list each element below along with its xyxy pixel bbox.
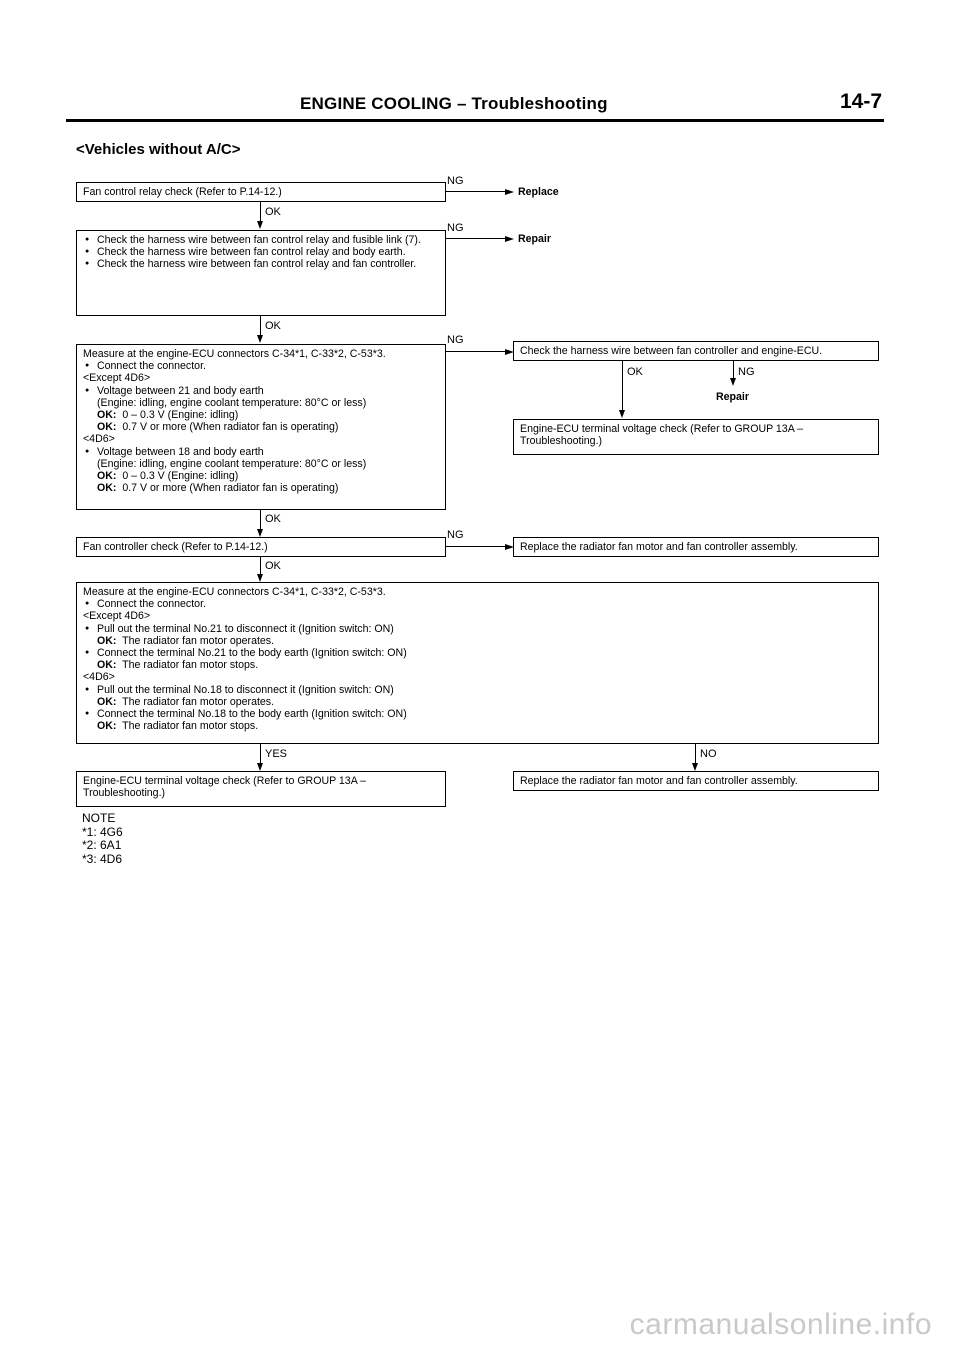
box3-ok2b-text: 0.7 V or more (When radiator fan is operating): [122, 482, 339, 495]
box5-a1ok: [83, 635, 872, 647]
box5-connect: ● Connect the connector.: [83, 598, 872, 610]
box3-ok1a-text: 0 – 0.3 V (Engine: idling): [122, 409, 239, 422]
yes-arrow: [257, 763, 263, 771]
harness-check-box: [76, 230, 446, 316]
watermark: carmanualsonline.info: [629, 1308, 932, 1341]
ok-line-4: [260, 557, 261, 575]
ecu-terminal-check-box-right: [513, 419, 879, 455]
box3-d6: <4D6>: [83, 433, 115, 446]
box3-ok2a: [83, 470, 439, 482]
fan-controller-check-box: [76, 537, 446, 557]
box5-a2ok: [83, 659, 872, 671]
box5-a2ok-text: The radiator fan motor stops.: [122, 659, 259, 672]
box5-a2: ● Connect the terminal No.21 to the body earth (Ignition switch: ON): [83, 647, 872, 659]
ng-line-2: [446, 238, 506, 239]
rbox1-text: Check the harness wire between fan controller and engine-ECU.: [520, 345, 823, 357]
box3-connect: ● Connect the connector.: [83, 360, 439, 372]
ng-label-2: NG: [447, 222, 464, 234]
box3-ok2a-text: 0 – 0.3 V (Engine: idling): [122, 470, 239, 483]
box1-text: Fan control relay check (Refer to P.14-12.): [83, 186, 282, 198]
rbox1-ok-label: OK: [627, 366, 643, 378]
box3-ok1b-text: 0.7 V or more (When radiator fan is operating): [122, 421, 339, 434]
ok-prefix: OK:: [97, 470, 117, 483]
ok-arrow-4: [257, 574, 263, 582]
box3-title: Measure at the engine-ECU connectors C-34*1, C-33*2, C-53*3.: [83, 348, 386, 360]
box3-cond2: (Engine: idling, engine coolant temperature: 80°C or less): [97, 457, 367, 470]
box2-item: ● Check the harness wire between fan control relay and fusible link (7).: [83, 234, 439, 246]
ok-arrow-1: [257, 221, 263, 229]
ng-label-4: NG: [447, 529, 464, 541]
ecu-connector-test-box: [76, 582, 879, 744]
header-rule: [66, 119, 884, 122]
box3-ok1a: [83, 409, 439, 421]
section-title: <Vehicles without A/C>: [76, 141, 241, 158]
ok-line-2: [260, 316, 261, 336]
note-1: *1: 4G6: [82, 824, 123, 839]
rbox1-ng-arrow: [730, 378, 736, 386]
box3-cond1: (Engine: idling, engine coolant temperature: 80°C or less): [97, 396, 367, 409]
rbox1-ng-label: NG: [738, 366, 755, 378]
box5-except: <Except 4D6>: [83, 610, 151, 623]
note-2: *2: 6A1: [82, 838, 122, 852]
box5-a1: ● Pull out the terminal No.21 to disconnect it (Ignition switch: ON): [83, 623, 872, 635]
ok-prefix: OK:: [97, 409, 117, 422]
no-arrow: [692, 763, 698, 771]
ecu-terminal-check-box: [76, 771, 446, 807]
ng-label-3: NG: [447, 334, 464, 346]
box5-b1ok-text: The radiator fan motor operates.: [122, 695, 275, 708]
rbox1-ok-arrow: [619, 410, 625, 418]
fan-control-relay-check-box: [76, 182, 446, 202]
ok-label-2: OK: [265, 320, 281, 332]
page-number: 14-7: [839, 90, 882, 113]
ok-prefix: OK:: [97, 720, 117, 733]
rbox2-text: Engine-ECU terminal voltage check (Refer to GROUP 13A – Troubleshooting.): [520, 423, 804, 448]
box3-v2: ● Voltage between 18 and body earth: [83, 446, 439, 458]
ok-line-3: [260, 510, 261, 530]
box4-text: Fan controller check (Refer to P.14-12.): [83, 541, 268, 553]
ng-arrow-2: [505, 236, 514, 242]
box5-title: Measure at the engine-ECU connectors C-34*1, C-33*2, C-53*3.: [83, 586, 386, 598]
box5-a1ok-text: The radiator fan motor operates.: [122, 634, 275, 647]
rbox3-text: Replace the radiator fan motor and fan controller assembly.: [520, 541, 798, 553]
ok-arrow-3: [257, 529, 263, 537]
box7-text: Replace the radiator fan motor and fan controller assembly.: [520, 775, 798, 787]
result-repair: Repair: [518, 233, 551, 245]
box6-text: Engine-ECU terminal voltage check (Refer to GROUP 13A – Troubleshooting.): [83, 775, 367, 800]
box5-b1: ● Pull out the terminal No.18 to disconnect it (Ignition switch: ON): [83, 684, 872, 696]
ng-label-1: NG: [447, 175, 464, 187]
box3-except: <Except 4D6>: [83, 372, 151, 385]
ok-arrow-2: [257, 335, 263, 343]
yes-label: YES: [265, 748, 288, 760]
box3-ok1b: [83, 421, 439, 433]
box5-b2ok: [83, 720, 872, 732]
ng-line-1: [446, 191, 506, 192]
note-block: [82, 812, 123, 866]
ok-label-3: OK: [265, 513, 281, 525]
box2-item: ● Check the harness wire between fan control relay and body earth.: [83, 246, 439, 258]
box5-d6: <4D6>: [83, 671, 115, 684]
ecu-voltage-measure-box: [76, 344, 446, 510]
ok-label-1: OK: [265, 206, 281, 218]
no-label: NO: [700, 748, 717, 760]
rbox1-ok-line: [622, 361, 623, 411]
note-3: *3: 4D6: [82, 851, 123, 866]
ng-arrow-1: [505, 189, 514, 195]
ng-line-4: [446, 546, 506, 547]
ng-line-3: [446, 351, 506, 352]
box5-b2ok-text: The radiator fan motor stops.: [122, 720, 259, 733]
harness-controller-ecu-box: [513, 341, 879, 361]
replace-assembly-box-lower: [513, 771, 879, 791]
ok-line-1: [260, 202, 261, 222]
page-title: ENGINE COOLING – Troubleshooting: [300, 94, 608, 113]
rbox1-ng-line: [733, 361, 734, 379]
ok-prefix: OK:: [97, 482, 117, 495]
yes-line: [260, 744, 261, 764]
result-repair-2: Repair: [716, 391, 749, 403]
ok-label-4: OK: [265, 560, 281, 572]
ok-prefix: OK:: [97, 421, 117, 434]
box5-b2: ● Connect the terminal No.18 to the body earth (Ignition switch: ON): [83, 708, 872, 720]
no-line: [695, 744, 696, 764]
replace-assembly-box-upper: [513, 537, 879, 557]
result-replace: Replace: [518, 186, 559, 198]
ok-prefix: OK:: [97, 695, 117, 708]
box3-ok2b: [83, 482, 439, 494]
box2-item: ● Check the harness wire between fan control relay and fan controller.: [83, 258, 439, 270]
box3-v1: ● Voltage between 21 and body earth: [83, 385, 439, 397]
box5-b1ok: [83, 696, 872, 708]
ok-prefix: OK:: [97, 659, 117, 672]
note-title: NOTE: [82, 811, 116, 825]
ok-prefix: OK:: [97, 634, 117, 647]
